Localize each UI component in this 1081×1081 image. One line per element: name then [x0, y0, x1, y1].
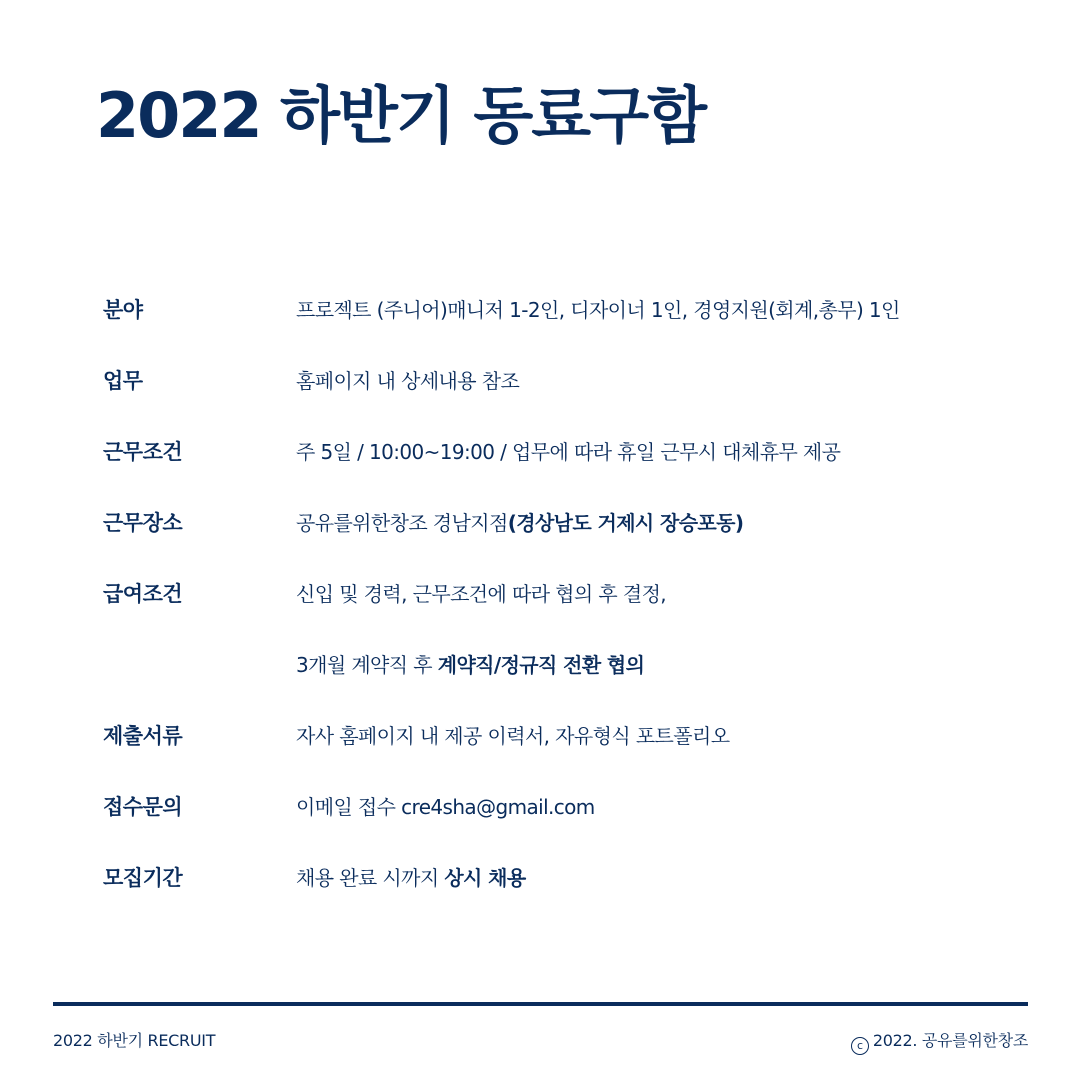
row-label: 업무 [103, 369, 143, 393]
row-value-text: 프로젝트 (주니어)매니저 1-2인, 디자이너 1인, 경영지원(회계,총무) 1인 [296, 298, 900, 322]
row-value-text: 주 5일 / 10:00~19:00 / 업무에 따라 휴일 근무시 대체휴무 제공 [296, 440, 841, 464]
row-value-text: 3개월 계약직 후 [296, 653, 438, 677]
row-label: 모집기간 [103, 866, 183, 890]
row-value [296, 430, 840, 474]
row-label: 근무장소 [103, 511, 183, 535]
footer-copyright [851, 1028, 1028, 1055]
footer-recruit-label: 2022 하반기 RECRUIT [53, 1031, 216, 1050]
footer-divider [53, 1002, 1028, 1006]
row-value-text: 자사 홈페이지 내 제공 이력서, 자유형식 포트폴리오 [296, 724, 730, 748]
row-label: 근무조건 [103, 440, 183, 464]
row-value-text: 홈페이지 내 상세내용 참조 [296, 369, 520, 393]
row-label: 제출서류 [103, 724, 183, 748]
row-value [296, 785, 595, 829]
row-value-bold: 상시 채용 [444, 866, 526, 890]
row-value-bold: 계약직/정규직 전환 협의 [437, 653, 645, 677]
row-work-location [103, 501, 1023, 545]
row-value [296, 572, 666, 616]
copyright-icon: c [851, 1037, 869, 1055]
row-value-text: 신입 및 경력, 근무조건에 따라 협의 후 결정, [296, 582, 667, 606]
row-value [296, 643, 644, 687]
row-value [296, 714, 729, 758]
row-documents [103, 714, 1023, 758]
row-label: 급여조건 [103, 582, 183, 606]
row-value-text: 공유를위한창조 경남지점 [296, 511, 508, 535]
row-value-text: 채용 완료 시까지 [296, 866, 445, 890]
row-duties [103, 359, 1023, 403]
row-value-text: 이메일 접수 cre4sha@gmail.com [296, 795, 595, 819]
row-value [296, 288, 900, 332]
footer-copyright-text: 2022. 공유를위한창조 [872, 1031, 1028, 1050]
row-value [296, 359, 519, 403]
row-work-conditions [103, 430, 1023, 474]
row-value [296, 856, 526, 900]
row-value-bold: (경상남도 거제시 장승포동) [507, 511, 744, 535]
row-label: 접수문의 [103, 795, 183, 819]
row-field [103, 288, 1023, 332]
row-period [103, 856, 1023, 900]
row-salary [103, 572, 1023, 616]
row-value [296, 501, 743, 545]
row-contact [103, 785, 1023, 829]
row-label: 분야 [103, 298, 143, 322]
row-salary-continued [103, 643, 1023, 687]
page-title: 2022 하반기 동료구함 [96, 79, 705, 152]
